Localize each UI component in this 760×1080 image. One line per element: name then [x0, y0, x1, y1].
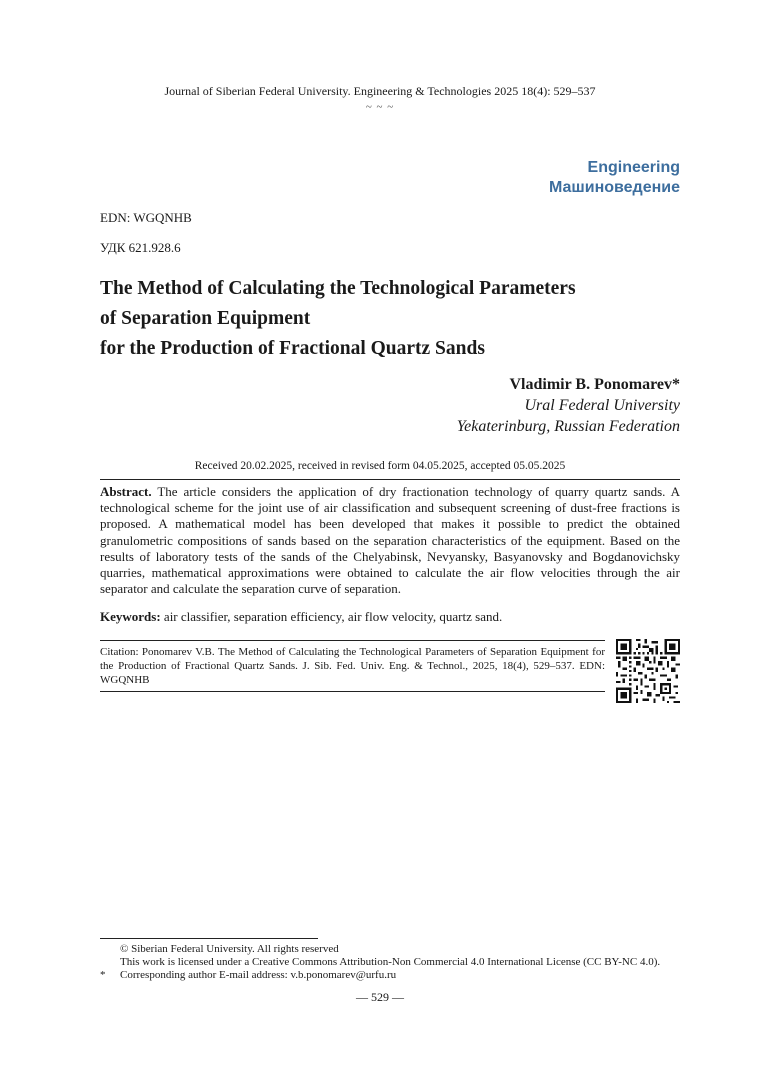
- footnote-star: *: [100, 969, 106, 981]
- udk-code: УДК 621.928.6: [100, 240, 181, 255]
- edn-code: EDN: WGQNHB: [100, 210, 192, 225]
- abstract-text: The article considers the application of dry fractionation technology of quarry quartz sands. A technological scheme for the joint use of air classification and subsequent screening of dust-free fractions is proposed. A mathematical model has been developed that makes it possible to predict the obtained granulometric compositions of sands based on the separation characteristics of the equipment. Based on the results of laboratory tests of the sands of the Chelyabinsk, Nevyansky, Basyanovsky and Bogdanovichsky quarries, mathematical approximations were obtained to calculate the air flow velocities through the air separator and calculate the separation curve of separation.: [100, 484, 681, 597]
- citation: Citation: Ponomarev V.B. The Method of Calculating the Technological Parameters of Separation Equipment for the Production of Fractional Quartz Sands. J. Sib. Fed. Univ. Eng. & Technol., 2025, 18(4), 529–537. EDN: WGQNHB: [100, 646, 605, 686]
- keywords: [100, 609, 680, 625]
- author-location: Yekaterinburg, Russian Federation: [456, 418, 680, 435]
- footnote-copyright: © Siberian Federal University. All rights reserved: [120, 943, 339, 955]
- footnote-corresponding: [100, 969, 396, 981]
- divider: [100, 640, 605, 641]
- header-ornament: ~ ~ ~: [365, 101, 395, 113]
- section-title-ru: Машиноведение: [548, 179, 680, 196]
- keywords-text: air classifier, separation efficiency, air flow velocity, quartz sand.: [163, 609, 503, 624]
- divider: [100, 479, 680, 480]
- title-line: The Method of Calculating the Technological Parameters: [100, 278, 576, 299]
- received-dates: Received 20.02.2025, received in revised form 04.05.2025, accepted 05.05.2025: [194, 460, 566, 472]
- author-name: Vladimir B. Ponomarev*: [509, 376, 680, 393]
- abstract: [100, 484, 680, 597]
- page-number: — 529 —: [356, 990, 404, 1004]
- title-line: of Separation Equipment: [100, 308, 311, 329]
- title-line: for the Production of Fractional Quartz Sands: [100, 338, 485, 359]
- paper-title: [100, 274, 660, 364]
- footnote-email: Corresponding author E-mail address: v.b.ponomarev@urfu.ru: [120, 969, 397, 981]
- abstract-label: Abstract.: [100, 484, 152, 499]
- footnote-license: This work is licensed under a Creative Commons Attribution-Non Commercial 4.0 International License (CC BY-NC 4.0).: [120, 956, 661, 968]
- author-block: [457, 374, 680, 437]
- journal-header: Journal of Siberian Federal University. Engineering & Technologies 2025 18(4): 529–537: [164, 84, 596, 98]
- qr-code-icon: [616, 639, 680, 703]
- keywords-label: Keywords:: [100, 609, 161, 624]
- divider: [100, 691, 605, 692]
- author-affiliation: Ural Federal University: [524, 397, 680, 414]
- footnote-divider: [100, 938, 318, 939]
- section-title-en: Engineering: [587, 159, 680, 176]
